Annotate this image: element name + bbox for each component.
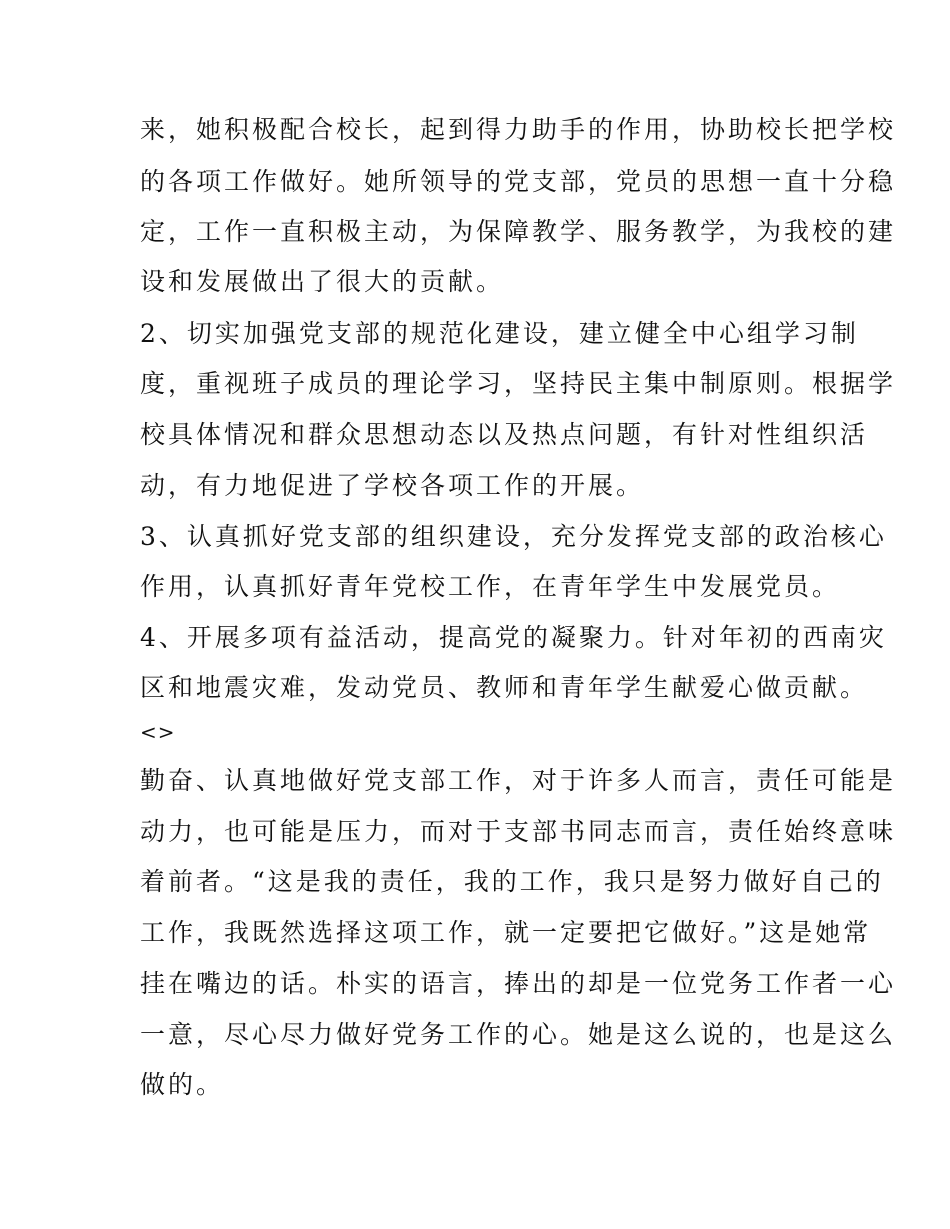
- paragraph-2-line: 3、认真抓好党支部的组织建设，充分发挥党支部的政治核心: [140, 522, 887, 551]
- paragraph-0-line: 来，她积极配合校长，起到得力助手的作用，协助校长把学校: [140, 115, 897, 144]
- paragraph-5-line: 挂在嘴边的话。朴实的语言，捧出的却是一位党务工作者一心: [140, 969, 897, 998]
- paragraph-5-line: 一意，尽心尽力做好党务工作的心。她是这么说的，也是这么: [140, 1020, 897, 1049]
- paragraph-5-line: 着前者。“这是我的责任，我的工作，我只是努力做好自己的: [140, 867, 884, 896]
- paragraph-5-line: 勤奋、认真地做好党支部工作，对于许多人而言，责任可能是: [140, 766, 897, 795]
- paragraph-5-line: 动力，也可能是压力，而对于支部书同志而言，责任始终意味: [140, 817, 897, 846]
- paragraph-0-line: 设和发展做出了很大的贡献。: [140, 267, 505, 296]
- paragraph-1-line: 动，有力地促进了学校各项工作的开展。: [140, 471, 645, 500]
- paragraph-5-line: 做的。: [140, 1070, 225, 1099]
- paragraph-1-line: 度，重视班子成员的理论学习，坚持民主集中制原则。根据学: [140, 369, 897, 398]
- paragraph-1-line: 校具体情况和群众思想动态以及热点问题，有针对性组织活: [140, 420, 869, 449]
- paragraph-1-line: 2、切实加强党支部的规范化建设，建立健全中心组学习制: [140, 319, 859, 348]
- paragraph-3-line: 区和地震灾难，发动党员、教师和青年学生献爱心做贡献。: [140, 673, 869, 702]
- paragraph-5-line: 工作，我既然选择这项工作，就一定要把它做好。”这是她常: [140, 918, 872, 947]
- paragraph-0-line: 的各项工作做好。她所领导的党支部，党员的思想一直十分稳: [140, 167, 897, 196]
- paragraph-3-line: 4、开展多项有益活动，提高党的凝聚力。针对年初的西南灾: [140, 623, 887, 652]
- paragraph-2-line: 作用，认真抓好青年党校工作，在青年学生中发展党员。: [140, 572, 841, 601]
- paragraph-4-line: <>: [140, 720, 176, 744]
- paragraph-0-line: 定，工作一直积极主动，为保障教学、服务教学，为我校的建: [140, 217, 897, 246]
